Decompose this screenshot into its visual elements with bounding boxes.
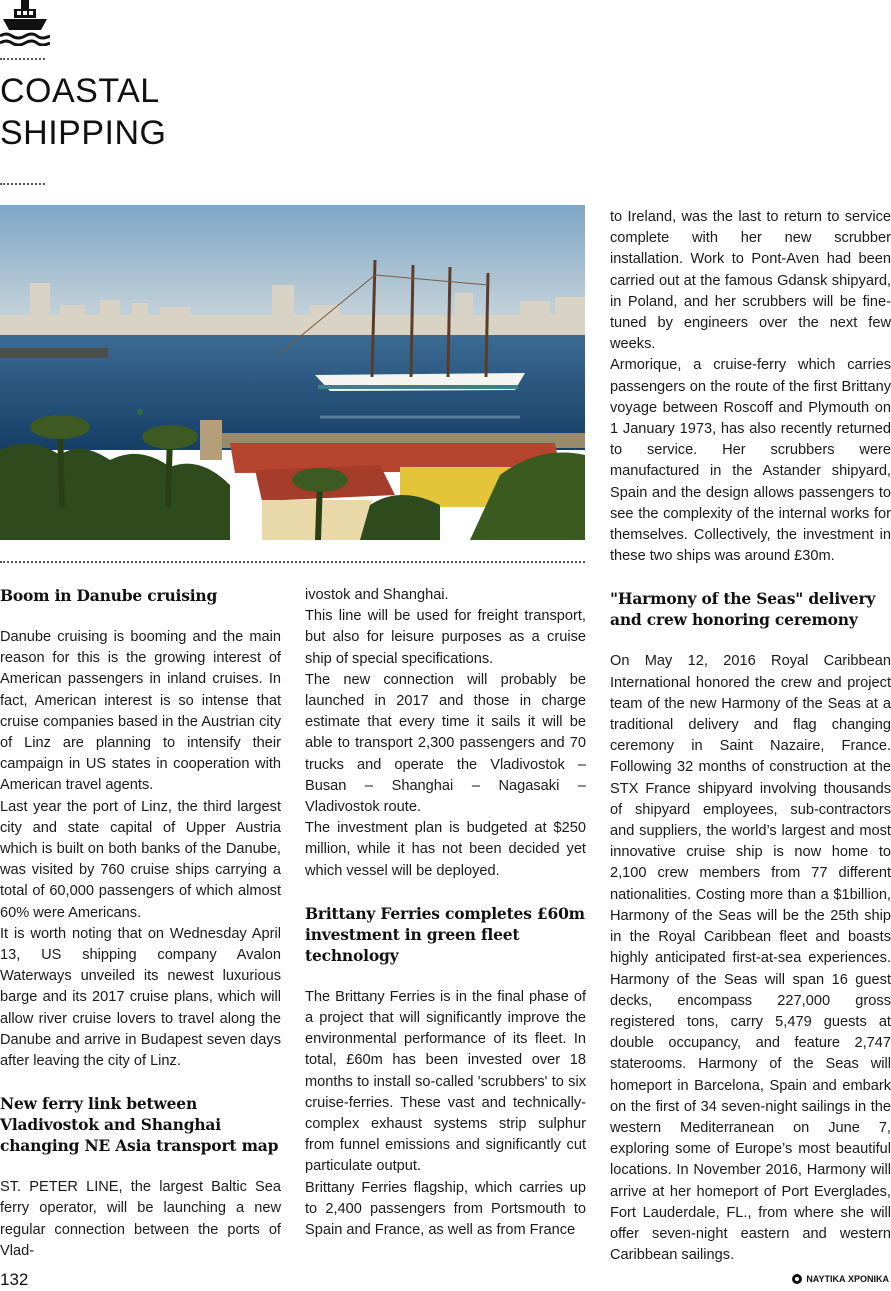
photo-havana-harbour-tall-ship	[0, 205, 585, 540]
paragraph: The Brittany Ferries is in the final phase of a project that will significantly improve the environmental performance of its fleet. In total, £60m has been invested over 18 months to install so-called 'scrubbers' to six cruise-ferries. These vast and technically-complex exhaust systems strip sulphur from funnel emissions and significantly cut particulate output.	[305, 988, 586, 1175]
heading-ferry-link: New ferry link between Vladivostok and Shanghai changing NE Asia transport map	[0, 1094, 279, 1156]
page-title	[0, 70, 300, 154]
heading-harmony: "Harmony of the Seas" delivery and crew honoring ceremony	[610, 589, 876, 630]
divider-dots	[0, 58, 45, 60]
paragraph: Last year the port of Linz, the third largest city and state capital of Upper Austria which is built on both banks of the Danube, was visited by 760 cruise ships carrying a total of 60,000 passengers of which almost 60% were Americans.	[0, 798, 281, 921]
paragraph: On May 12, 2016 Royal Caribbean International honored the crew and project team of the new Harmony of the Seas at a traditional delivery and flag changing ceremony in Saint Nazaire, France. Following 32 months of construction at the STX France shipyard involving thousands of shipyard employees, sub-contractors and suppliers, the world’s largest and most innovative cruise ship is now home to 2,100 crew members from 77 different nationalities. Costing more than a $1billion, Harmony of the Seas will be the 25th ship in the Royal Caribbean fleet and boasts highly anticipated first-at-sea experiences. Harmony of the Seas will span 16 guest decks, encompass 227,000 gross registered tons, carry 5,479 guests at double occupancy, and feature 2,747 staterooms. Harmony of the Seas will homeport in Barcelona, Spain and embark on the first of 34 seven-night sailings in the western Mediterranean on June 7, exploring some of Europe’s most beautiful locations. In November 2016, Harmony will arrive at her homeport of Port Everglades, Fort Lauderdale, FL., from where she will offer seven-night eastern and western Caribbean sailings.	[610, 653, 891, 1264]
title-line-1: COASTAL	[0, 72, 160, 110]
paragraph: ivostok and Shanghai.	[305, 587, 449, 603]
divider-dots	[0, 183, 45, 185]
column-3	[610, 207, 891, 1266]
paragraph: Danube cruising is booming and the main reason for this is the growing interest of American passengers in inland cruises. In fact, American interest is so intense that cruise companies based in the Austrian city of Linz are planning to intensify their campaign in US states in cooperation with American travel agents.	[0, 629, 281, 794]
page-number: 132	[0, 1270, 29, 1289]
paragraph: Brittany Ferries flagship, which carries up to 2,400 passengers from Portsmouth to Spain and France, as well as from France	[305, 1179, 586, 1239]
column-1	[0, 585, 281, 1262]
paragraph: The new connection will probably be launched in 2017 and those in charge estimate that every time it sails it will be able to transport 2,300 passengers and 70 trucks and operate the Vladivostok – Busan – Shanghai – Nagasaki – Vladivostok route.	[305, 671, 586, 816]
paragraph: Armorique, a cruise-ferry which carries passengers on the route of the first Brittany voyage between Roscoff and Plymouth on 1 January 1973, has also recently returned to service. Her scrubbers were manufactured in the Astander shipyard, Spain and the design allows passengers to see the complexity of the internal works for themselves. Collectively, the investment in these two ships was around £30m.	[610, 357, 891, 565]
ship-icon	[0, 0, 50, 46]
paragraph: The investment plan is budgeted at $250 million, while it has not been decided yet which vessel will be deployed.	[305, 820, 586, 879]
publication-label: ΝΑΥΤΙΚΑ ΧΡΟΝΙΚΑ	[806, 1274, 889, 1284]
column-2	[305, 585, 586, 1241]
paragraph: This line will be used for freight transport, but also for leisure purposes as a cruise ship of special specifications.	[305, 608, 586, 667]
title-line-2: SHIPPING	[0, 114, 167, 152]
publication-name	[792, 1274, 889, 1284]
paragraph: to Ireland, was the last to return to service complete with her new scrubber installation. Work to Pont-Aven had been carried out at the famous Gdansk shipyard, in Poland, and her scrubbers will be fine-tuned by engineers over the next few weeks.	[610, 209, 891, 353]
heading-danube: Boom in Danube cruising	[0, 586, 218, 605]
section-divider-dots	[0, 561, 585, 563]
paragraph: It is worth noting that on Wednesday April 13, US shipping company Avalon Waterways unveiled its newest luxurious barge and its 2017 cruise plans, which will allow river cruise lovers to travel along the Danube and arrive in Budapest seven days after leaving the city of Linz.	[0, 925, 281, 1070]
heading-brittany: Brittany Ferries completes £60m investment in green fleet technology	[305, 903, 585, 965]
publication-logo-icon	[792, 1274, 802, 1284]
paragraph: ST. PETER LINE, the largest Baltic Sea ferry operator, will be launching a new regular connection between the ports of Vlad-	[0, 1179, 281, 1259]
